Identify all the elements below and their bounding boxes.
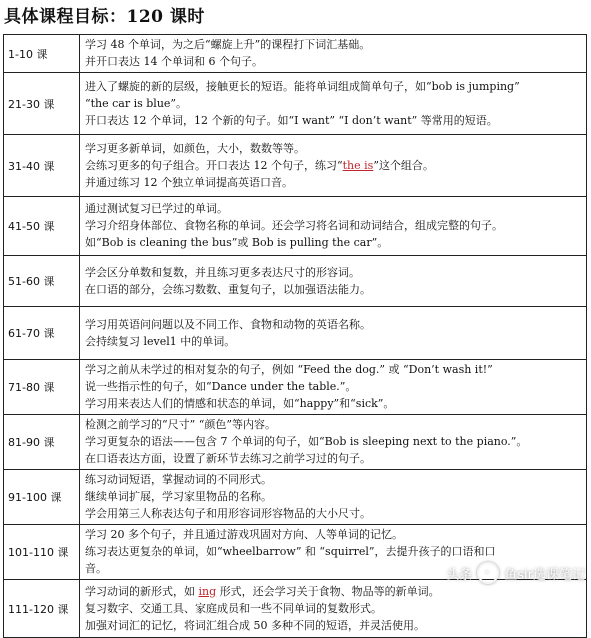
goal-line: 学习更多新单词，如颜色，大小，数数等等。: [85, 141, 305, 155]
goal-line: 继续单词扩展，学习家里物品的名称。: [85, 490, 272, 503]
goal-cell: [80, 256, 587, 307]
course-row: [4, 415, 587, 470]
lesson-range-cell: 111-120 课: [4, 580, 80, 638]
goal-line: 并开口表达 14 个单词和 6 个句子。: [85, 55, 263, 68]
goal-line: 说一些指示性的句子，如“Dance under the table.”。: [85, 380, 357, 393]
lesson-range-cell: 31-40 课: [4, 135, 80, 197]
lesson-range-cell: 51-60 课: [4, 256, 80, 307]
lesson-range-cell: 101-110 课: [4, 525, 80, 580]
goal-line: 学习 20 多个句子，并且通过游戏巩固对方向、人等单词的记忆。: [85, 528, 403, 541]
goal-line: 练习动词短语，掌握动词的不同形式。: [85, 473, 272, 486]
goal-line: 会练习更多的句子组合。开口表达 12 个句子，练习“the is”这个组合。: [85, 158, 434, 172]
course-row: [4, 256, 587, 307]
course-row: [4, 470, 587, 525]
goal-line: 练习表达更复杂的单词，如“wheelbarrow” 和 “squirrel”，去提升孩子的口语和口: [85, 545, 496, 558]
goal-cell: [80, 35, 587, 73]
lesson-range-cell: 71-80 课: [4, 360, 80, 415]
goal-line: 检测之前学习的“尺寸” “颜色”等内容。: [85, 418, 276, 431]
underlined-term: ing: [198, 584, 217, 598]
goal-cell: [80, 73, 587, 135]
fish-logo-icon: [477, 562, 499, 584]
course-row: [4, 73, 587, 135]
course-row: [4, 35, 587, 73]
page-title: 具体课程目标：120 课时: [4, 7, 205, 27]
goal-line: 如“Bob is cleaning the bus”或 Bob is pulling the car”。: [85, 236, 389, 249]
goal-line: 学会用第三人称表达句子和用形容词形容物品的大小尺寸。: [85, 507, 371, 520]
goal-line: 复习数字、交通工具、家庭成员和一些不同单词的复数形式。: [85, 601, 382, 615]
course-row: [4, 135, 587, 197]
goal-cell: [80, 307, 587, 360]
course-table: [3, 34, 587, 638]
watermark-account: 鱼sir选课笔记: [504, 567, 585, 583]
goal-line: 会持续复习 level1 中的单词。: [85, 334, 236, 348]
goal-line: 进入了螺旋的新的层级，接触更长的短语。能将单词组成简单句子，如“bob is jumping”: [85, 79, 520, 93]
lesson-range-cell: 41-50 课: [4, 197, 80, 256]
goal-line: 学习之前从未学过的相对复杂的句子，例如 “Feed the dog.” 或 “Don’t wash it!”: [85, 363, 493, 376]
lesson-range-cell: 1-10 课: [4, 35, 80, 73]
goal-line: 学习介绍身体部位、食物名称的单词。还会学习将名词和动词结合，组成完整的句子。: [85, 219, 503, 232]
lesson-range-cell: 21-30 课: [4, 73, 80, 135]
goal-line: 在口语的部分，会练习数数、重复句子，以加强语法能力。: [85, 282, 371, 296]
goal-cell: [80, 415, 587, 470]
goal-line: 通过测试复习已学过的单词。: [85, 202, 228, 215]
goal-line: 学习用英语问问题以及不同工作、食物和动物的英语名称。: [85, 317, 371, 331]
goal-line: 学习动词的新形式，如 ing 形式，还会学习关于食物、物品等的新单词。: [85, 584, 440, 598]
goal-line: 在口语表达方面，设置了新环节去练习之前学习过的句子。: [85, 452, 371, 465]
goal-line: 学会区分单数和复数，并且练习更多表达尺寸的形容词。: [85, 265, 360, 279]
goal-line: 学习更复杂的语法——包含 7 个单词的句子，如“Bob is sleeping next to the piano.”。: [85, 435, 528, 448]
goal-line: 学习 48 个单词，为之后“螺旋上升”的课程打下词汇基础。: [85, 38, 371, 51]
goal-cell: [80, 135, 587, 197]
goal-line: 学习用来表达人们的情感和状态的单词，如“happy”和“sick”。: [85, 397, 395, 410]
lesson-range-cell: 81-90 课: [4, 415, 80, 470]
underlined-term: the is: [342, 158, 374, 172]
goal-cell: [80, 197, 587, 256]
goal-cell: [80, 580, 587, 638]
goal-line: 开口表达 12 个单词，12 个新的句子。如“I want” “I don’t want” 等常用的短语。: [85, 113, 498, 127]
goal-line: 音。: [85, 562, 107, 575]
goal-cell: [80, 470, 587, 525]
goal-cell: [80, 360, 587, 415]
course-row: [4, 197, 587, 256]
goal-line: “the car is blue”。: [85, 96, 188, 110]
course-row: [4, 307, 587, 360]
watermark: [446, 562, 585, 584]
lesson-range-cell: 61-70 课: [4, 307, 80, 360]
course-row: [4, 580, 587, 638]
course-row: [4, 360, 587, 415]
watermark-brand: 头条: [446, 567, 473, 583]
lesson-range-cell: 91-100 课: [4, 470, 80, 525]
goal-line: 并通过练习 12 个独立单词提高英语口音。: [85, 175, 293, 189]
goal-line: 加强对词汇的记忆，将词汇组合成 50 多种不同的短语，并灵活使用。: [85, 618, 425, 632]
